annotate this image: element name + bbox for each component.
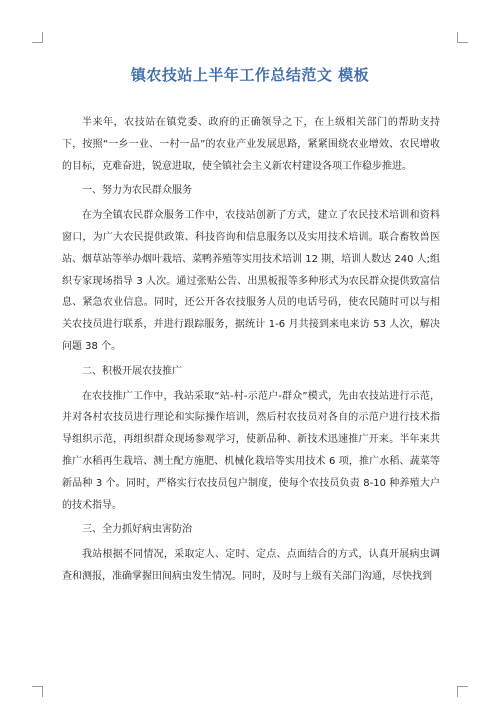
- crop-mark-bottom-left: [32, 686, 43, 697]
- crop-mark-bottom-right: [457, 686, 468, 697]
- section-body-2: 在农技推广工作中，我站采取“站-村-示范户-群众”模式，先由农技站进行示范，并对各村农技员进行理论和实际操作培训，然后村农技员对各自的示范户进行技术指导组织示范，再组织群众现场参观学习，使新品种、新技术迅速推广开来。半年来共推广水稻再生栽培、测土配方施肥、机械化栽培等实用技术 6 项，推广水稻、蔬菜等新品种 3 个。同时，严格实行农技员包户制度，使每个农技员负责 8-10 种养殖大户的技术指导。: [62, 390, 440, 511]
- section-heading-2: 二、积极开展农技推广: [82, 365, 182, 377]
- crop-mark-top-right: [457, 32, 468, 43]
- document-title: 镇农技站上半年工作总结范文 模板: [130, 66, 370, 84]
- document-body: [62, 112, 440, 588]
- section-heading-3: 三、全力抓好病虫害防治: [82, 524, 192, 536]
- section-body-3: 我站根据不同情况，采取定人、定时、定点、点面结合的方式，认真开展病虫调查和测报，准确掌握田间病虫发生情况。同时，及时与上级有关部门沟通，尽快找到: [62, 549, 440, 582]
- section-heading-1: 一、努力为农民群众服务: [82, 185, 192, 197]
- intro-paragraph: 半来年，农技站在镇党委、政府的正确领导之下，在上级相关部门的帮助支持下，按照“一乡一业、一村一品”的农业产业发展思路，紧紧围绕农业增效、农民增收的目标，克难奋进，锐意进取，使全镇社会主义新农村建设各项工作稳步推进。: [62, 117, 440, 172]
- crop-mark-top-left: [32, 32, 43, 43]
- section-body-1: 在为全镇农民群众服务工作中，农技站创新了方式，建立了农民技术培训和资料窗口，为广大农民提供政策、科技咨询和信息服务以及实用技术培训。联合畜牧兽医站、烟草站等举办烟叶栽培、菜鸭养殖等实用技术培训 12 期，培训人数达 240 人;组织专家现场指导 3 人次。通过张贴公告、出黑板报等多种形式为农民群众提供致富信息、紧急农业信息。同时，还公开各农技服务人员的电话号码，使农民随时可以与相关农技员进行联系，并进行跟踪服务，据统计 1-6 月共接到来电来访 53 人次，解决问题 38 个。: [62, 210, 440, 352]
